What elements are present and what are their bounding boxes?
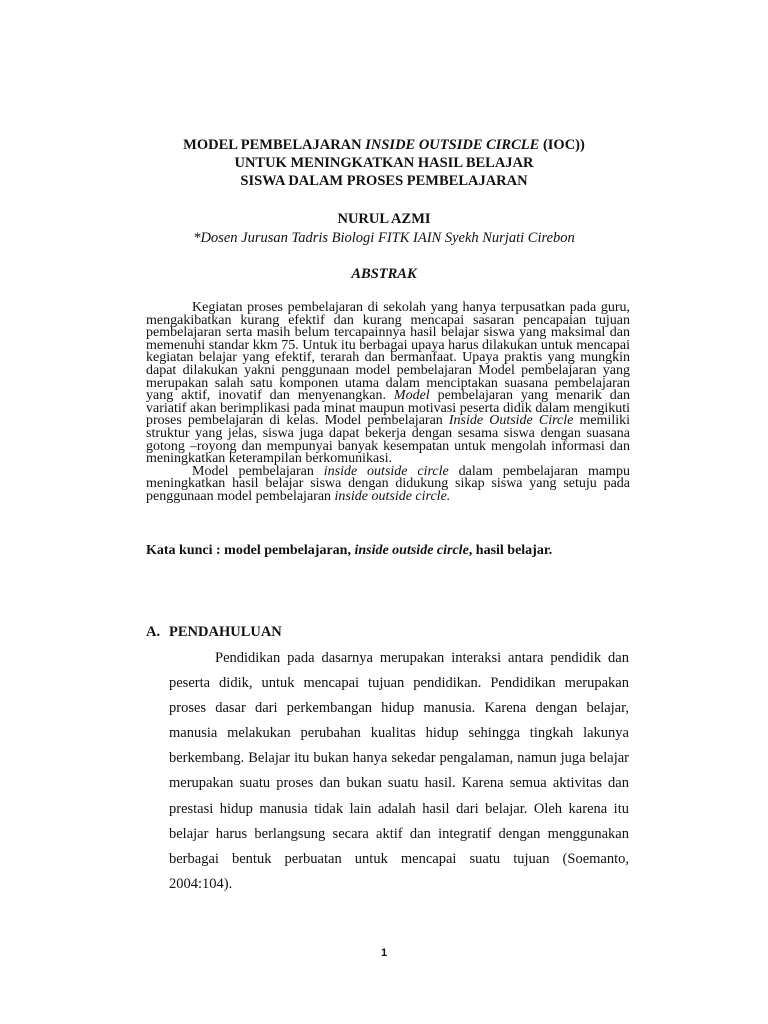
section-title: PENDAHULUAN xyxy=(169,624,282,640)
author-name: NURUL AZMI xyxy=(337,211,431,227)
paper-title xyxy=(0,136,768,190)
abstract-body xyxy=(146,302,630,504)
section-number: A. xyxy=(146,624,161,640)
abstract-paragraph-1: Kegiatan proses pembelajaran di sekolah yang hanya terpusatkan pada guru, mengakibatkan kurang efektif dan kurang mencapai sasaran pencapaian tujuan pembelajaran serta masih belum tercapainnya hasil belajar siswa yang maksimal dan memenuhi standar kkm 75. Untuk itu berbagai upaya harus dilakukan untuk mencapai kegiatan belajar yang efektif, terarah dan bermanfaat. Upaya praktis yang mungkin dapat dilakukan yakni penggunaan model pembelajaran Model pembelajaran yang merupakan salah satu komponen utama dalam menciptakan suasana pembelajaran yang aktif, inovatif dan menyenangkan. Model pembelajaran yang menarik dan variatif akan berimplikasi pada minat maupun motivasi peserta didik dalam mengikuti proses pembelajaran di kelas. Model pembelajaran Inside Outside Circle memiliki struktur yang jelas, siswa juga dapat bekerja dengan sesama siswa dengan suasana gotong –royong dan mempunyai banyak kesempatan untuk mengolah informasi dan meningkatkan keterampilan berkomunikasi. xyxy=(146,300,630,467)
abstract-paragraph-2: Model pembelajaran inside outside circle dalam pembelajaran mampu meningkatkan hasil belajar siswa dengan didukung sikap siswa yang setuju pada penggunaan model pembelajaran inside outside circle. xyxy=(146,463,631,504)
author-affiliation: *Dosen Jurusan Tadris Biologi FITK IAIN Syekh Nurjati Cirebon xyxy=(193,230,575,246)
title-line-2: UNTUK MENINGKATKAN HASIL BELAJAR xyxy=(234,155,534,171)
page-number: 1 xyxy=(380,947,388,959)
keywords: Kata kunci : model pembelajaran, inside outside circle, hasil belajar. xyxy=(146,543,553,558)
title-line-3: SISWA DALAM PROSES PEMBELAJARAN xyxy=(240,173,528,189)
section-body xyxy=(169,646,629,897)
body-paragraph: Pendidikan pada dasarnya merupakan interaksi antara pendidik dan peserta didik, untuk mencapai tujuan pendidikan. Pendidikan merupakan proses dasar dari perkembangan hidup manusia. Karena dengan belajar, manusia melakukan perubahan kualitas hidup sehingga tingkah lakunya berkembang. Belajar itu bukan hanya sekedar pengalaman, namun juga belajar merupakan suatu proses dan bukan suatu hasil. Karena semua aktivitas dan prestasi hidup manusia tidak lain adalah hasil dari belajar. Oleh karena itu belajar harus berlangsung secara aktif dan integratif dengan menggunakan berbagai bentuk perbuatan untuk mencapai suatu tujuan (Soemanto, 2004:104). xyxy=(169,650,629,892)
title-italic-term: INSIDE OUTSIDE CIRCLE xyxy=(365,137,540,153)
section-heading xyxy=(146,624,282,641)
abstract-heading: ABSTRAK xyxy=(351,266,417,282)
title-line-1: MODEL PEMBELAJARAN INSIDE OUTSIDE CIRCLE (IOC)) xyxy=(183,137,585,153)
